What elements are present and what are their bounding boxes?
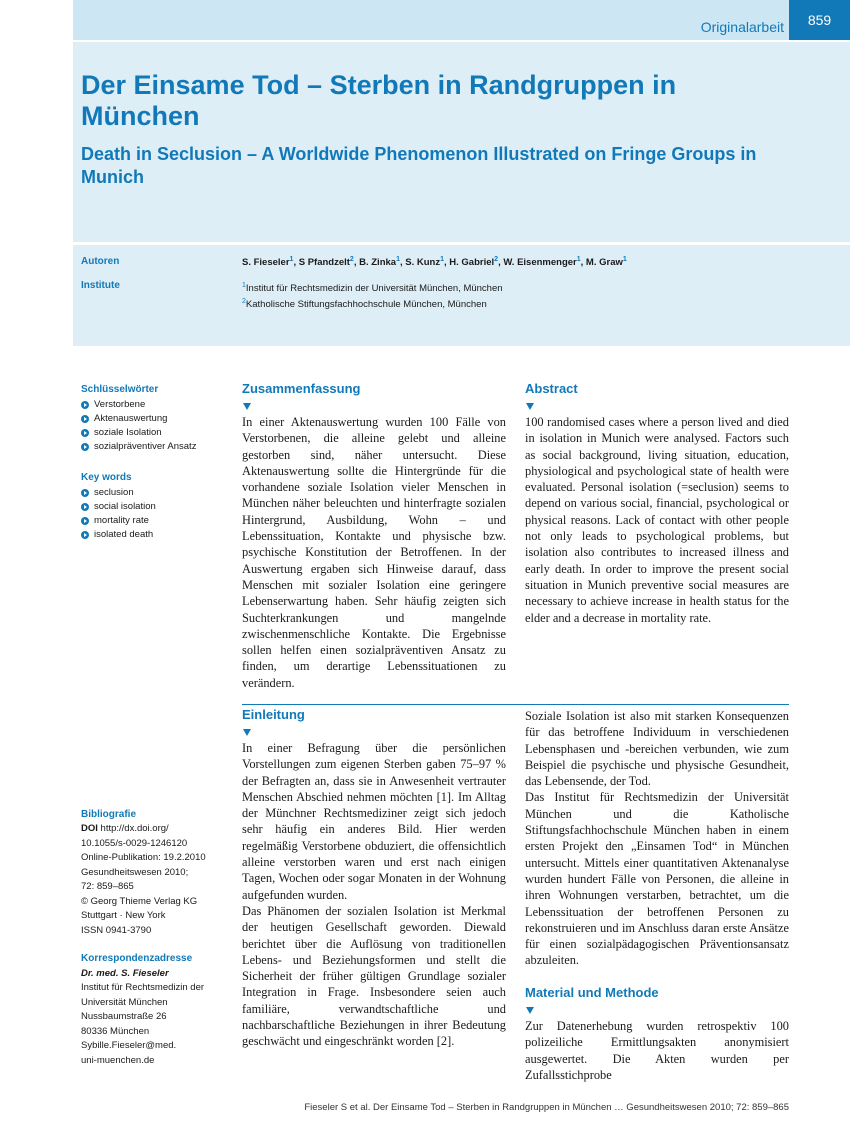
page-number: 859 <box>789 0 850 40</box>
keyword-item <box>81 528 156 542</box>
correspondence-line: 80336 München <box>81 1025 150 1037</box>
section-marker-icon <box>243 729 251 736</box>
author-affiliation: 1 <box>576 256 581 263</box>
bibliography-text: Gesundheitswesen 2010; <box>81 866 189 878</box>
bibliography-text: 72: 859–865 <box>81 881 134 892</box>
keyword-text: soziale Isolation <box>94 427 162 438</box>
correspondence-label: Korrespondenzadresse <box>81 953 193 964</box>
author-name: H. Gabriel <box>449 257 495 269</box>
bullet-arrow-icon <box>81 489 89 497</box>
keyword-text: isolated death <box>94 529 154 540</box>
einleitung-heading: Einleitung <box>242 707 305 722</box>
doi-label: DOI <box>81 823 98 834</box>
bibliography-text: © Georg Thieme Verlag KG <box>81 895 198 907</box>
keyword-item <box>81 398 196 412</box>
author-affiliation: 1 <box>440 256 444 263</box>
section-label: Originalarbeit <box>700 19 784 35</box>
article-title: Der Einsame Tod – Sterben in Randgruppen in München <box>81 70 677 131</box>
author-affiliation: 2 <box>494 256 499 263</box>
bibliography-info <box>81 822 231 938</box>
section-marker-icon <box>243 403 251 410</box>
institute-number: 1 <box>242 282 246 289</box>
keywords-de-label: Schlüsselwörter <box>81 384 159 395</box>
bibliography-text: ISSN 0941-3790 <box>81 924 152 936</box>
author-name: M. Graw <box>585 257 623 269</box>
bibliography-line <box>81 837 231 852</box>
bibliography-text: Stuttgart · New York <box>81 910 166 921</box>
bullet-arrow-icon <box>81 531 89 539</box>
section-marker-icon <box>526 403 534 410</box>
keyword-text: social isolation <box>94 501 156 512</box>
institute-number: 2 <box>242 298 246 306</box>
keyword-text: mortality rate <box>94 515 149 526</box>
institute-row <box>242 295 503 311</box>
footer-citation: Fieseler S et al. Der Einsame Tod – Sterben in Randgruppen in München … Gesundheitswesen 2010; 72: 859–865 <box>304 1102 789 1113</box>
keyword-item <box>81 412 196 426</box>
bibliography-line <box>81 924 231 939</box>
methode-heading: Material und Methode <box>525 985 659 1000</box>
bibliography-line <box>81 909 231 924</box>
abstract-text: 100 randomised cases where a person lived and died in isolation in Munich were analysed. Factors such as social background, living situation, education, physiological and psychological state of health were evaluated. Personal isolation (=seclusion) seems to depend on various social, financial, psychological or physical reasons. Lack of contact with other people not only leads to psychological problems, but isolation also contributes to increased illness and early death. In order to improve the present social situation in Munich preventive social measures are necessary to achieve increase in health status for the elder and a decrease in mortality rate. <box>525 415 789 625</box>
institutes-label: Institute <box>81 280 120 291</box>
bibliography-text: 10.1055/s-0029-1246120 <box>81 837 188 849</box>
correspondence-line: Universität München <box>81 996 168 1008</box>
bibliography-text: Online-Publikation: 19.2.2010 <box>81 852 206 863</box>
keyword-item <box>81 426 196 440</box>
bibliography-label: Bibliografie <box>81 809 137 820</box>
bullet-arrow-icon <box>81 443 89 451</box>
keyword-text: seclusion <box>94 487 134 498</box>
bibliography-line <box>81 866 231 881</box>
correspondence-line: Nussbaumstraße 26 <box>81 1011 167 1022</box>
correspondence-line: Sybille.Fieseler@med. <box>81 1040 177 1051</box>
bullet-arrow-icon <box>81 503 89 511</box>
bibliography-line <box>81 895 231 910</box>
institute-row <box>242 279 503 295</box>
bibliography-line <box>81 822 231 837</box>
right-paragraph-1: Soziale Isolation ist also mit starken Konsequenzen für das betroffene Individuum in verschiedenen Lebensphasen und -bereichen verbunden, wie zum Beispiel die psychische und physische Gesundheit, das Lebensende, der Tod. <box>525 709 789 789</box>
article-title-english: Death in Seclusion – A Worldwide Phenomenon Illustrated on Fringe Groups in Munich <box>81 144 757 187</box>
keywords-en-list <box>81 486 156 542</box>
keyword-item <box>81 440 196 454</box>
author-affiliation: 1 <box>622 256 627 263</box>
methode-text: Zur Datenerhebung wurden retrospektiv 100 polizeiliche Ermittlungsakten anonymisiert ausgewertet. Die Akten wurden per Zufallsstichprobe <box>525 1019 789 1082</box>
bibliography-text: http://dx.doi.org/ <box>100 823 169 834</box>
zusammenfassung-text: In einer Aktenauswertung wurden 100 Fälle von Verstorbenen, die alleine gelebt und alleine gestorben sind, näher untersucht. Diese Aktenauswertung sollte die Hintergründe für die vorhandene soziale Isolation vieler Menschen in München näher beleuchten und hinterfragte sozialen Hintergrund, Ausbildung, Wohn – und Lebenssituation, Kontakte und physische bzw. psychische Konstitution der Betroffenen. In der Auswertung ergaben sich Hinweise darauf, dass Menschen mit sozialer Isolation eine geringere Lebenserwartung haben. Sehr häufig zeigten sich Suchterkrankungen und mangelnde zwischenmenschliche Kontakte. Die Ergebnisse sollen helfen einen sozialpräventiven Ansatz zu finden, um derartige Lebenssituationen zu verändern. <box>242 415 506 690</box>
einleitung-text <box>242 740 506 1050</box>
section-divider <box>242 704 789 705</box>
keyword-text: sozialpräventiver Ansatz <box>94 441 197 452</box>
author-affiliation: 1 <box>289 256 294 263</box>
author-name: S Pfandzelt <box>298 257 350 269</box>
institutes-list <box>242 279 503 311</box>
keyword-text: Verstorbene <box>94 399 146 410</box>
einleitung-paragraph-1: In einer Befragung über die persönlichen Vorstellungen zum eigenen Sterben gaben 75–97 % der Befragten an, dass sie in Anwesenheit vertrauter Menschen Abschied nehmen möchten [1]. Im Alltag der Münchner Rechtsmediziner zeigt sich jedoch sehr häufig ein anderes Bild. Hier werden regelmäßig Verstorbene obduziert, die offensichtlich alleine verstorben waren und erst nach einigen Tagen, Wochen oder sogar Monaten in der Wohnung aufgefunden wurden. <box>242 741 506 902</box>
correspondence-line: Institut für Rechtsmedizin der <box>81 982 205 993</box>
section-marker-icon <box>526 1007 534 1014</box>
correspondence-line: uni-muenchen.de <box>81 1054 155 1066</box>
correspondence-name: Dr. med. S. Fieseler <box>81 968 169 979</box>
keywords-de-list <box>81 398 196 454</box>
bibliography-line <box>81 851 231 866</box>
zusammenfassung-heading: Zusammenfassung <box>242 381 361 396</box>
bibliography-line <box>81 880 231 895</box>
bullet-arrow-icon <box>81 415 89 423</box>
keywords-en-label: Key words <box>81 472 132 483</box>
abstract-heading: Abstract <box>525 381 578 396</box>
keyword-item <box>81 500 156 514</box>
author-affiliation: 2 <box>349 256 354 263</box>
right-paragraph-2: Das Institut für Rechtsmedizin der Universität München und die Katholische Stiftungsfachhochschule München haben in einem ersten Projekt den „Einsamen Tod“ in München untersucht. Mittels einer quantitativen Aktenanalyse wurden hundert Fälle von Personen, die alleine in ihren Wohnungen verstarben, betrachtet, um die Lebenssituation der betroffenen Personen zu rekonstruieren und im Anschluss daran erste Ansätze für einen sozialpädagogischen Präventionsansatz abzuleiten. <box>525 790 789 968</box>
author-affiliation: 1 <box>396 256 400 263</box>
bullet-arrow-icon <box>81 517 89 525</box>
authors-label: Autoren <box>81 256 120 267</box>
bullet-arrow-icon <box>81 401 89 409</box>
bullet-arrow-icon <box>81 429 89 437</box>
author-name: W. Eisenmenger <box>503 257 577 269</box>
author-name: S. Kunz <box>405 257 441 269</box>
einleitung-paragraph-2: Das Phänomen der sozialen Isolation ist Merkmal der heutigen Gesellschaft geworden. Diewald berichtet über die Auflösung von traditionellen Lebens- und Beziehungsformen und stellt die Sicherheit der früher gültigen Grundlage sozialer Integration in Frage. Insbesondere seien auch familiäre, verwandtschaftliche und nachbarschaftliche Beziehungen in ihrer Bedeutung geschwächt und eingeschränkt worden [2]. <box>242 903 506 1049</box>
right-column-text <box>525 708 789 969</box>
keyword-item <box>81 486 156 500</box>
keyword-text: Aktenauswertung <box>94 413 168 424</box>
correspondence-address <box>81 981 231 1068</box>
author-name: B. Zinka <box>359 257 397 269</box>
institute-name: Katholische Stiftungsfachhochschule München, München <box>245 299 487 311</box>
authors-list: S. Fieseler$^1$, S Pfandzelt$^2$, B. Zinka$^1$, S. Kunz$^1$, H. Gabriel$^2$, W. Eisenmenger$^1$, M. Graw$^1$ <box>242 256 627 269</box>
institute-name: Institut für Rechtsmedizin der Universität München, München <box>245 283 503 295</box>
author-name: S. Fieseler <box>242 257 290 269</box>
keyword-item <box>81 514 156 528</box>
